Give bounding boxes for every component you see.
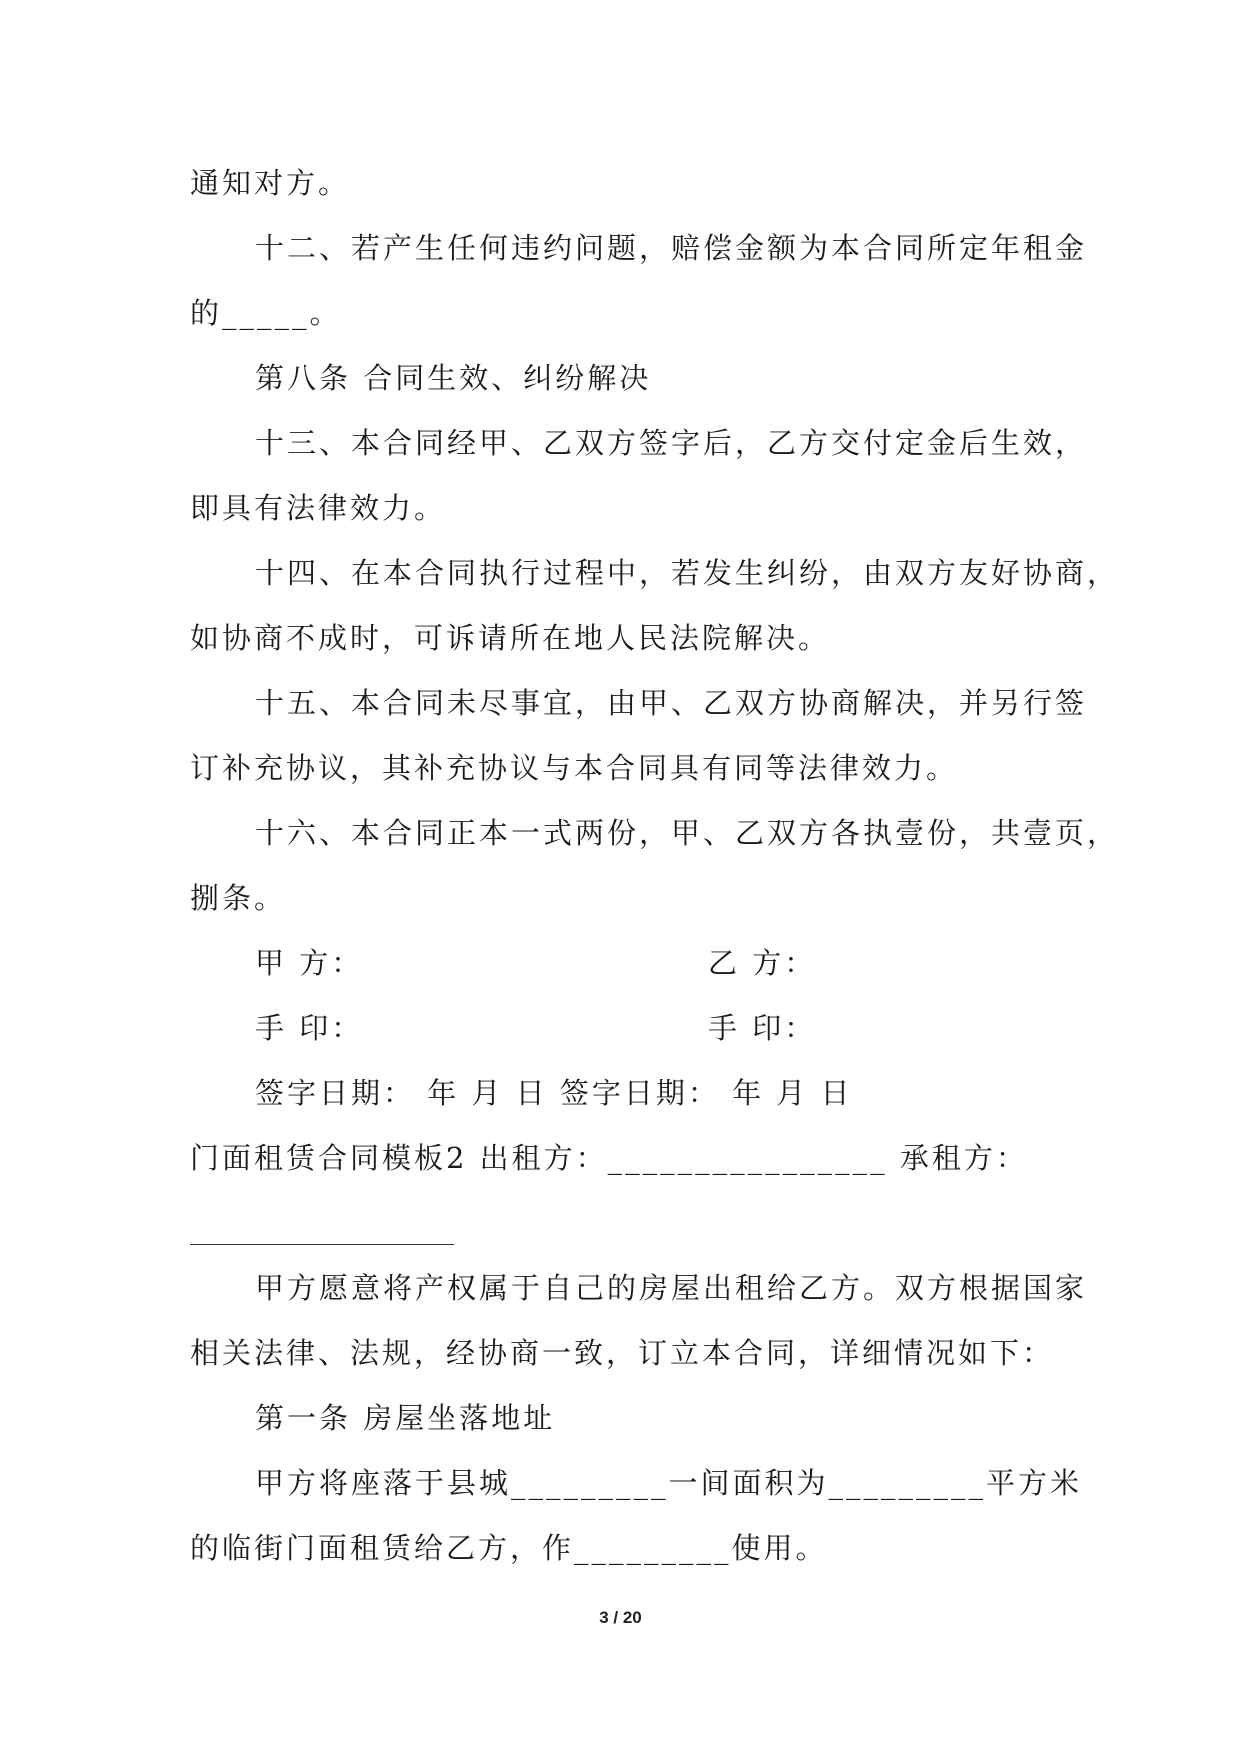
paragraph-line: 十四、在本合同执行过程中，若发生纠纷，由双方友好协商，	[255, 556, 1120, 590]
paragraph-line: 的_____。	[190, 296, 342, 330]
paragraph-line: 捌条。	[190, 881, 287, 915]
paragraph-line: 的临街门面租赁给乙方，作_________使用。	[190, 1531, 828, 1565]
section-heading: 第一条 房屋坐落地址	[255, 1401, 556, 1435]
handprint-row	[0, 1008, 1241, 1048]
party-b-label: 乙 方：	[708, 946, 817, 980]
paragraph-line: 即具有法律效力。	[190, 491, 447, 525]
paragraph-line: 通知对方。	[190, 166, 351, 200]
party-row	[0, 943, 1241, 983]
paragraph-line: 相关法律、法规，经协商一致，订立本合同，详细情况如下：	[190, 1336, 1055, 1370]
party-a-label: 甲 方：	[255, 946, 364, 980]
paragraph-line: 十六、本合同正本一式两份，甲、乙双方各执壹份，共壹页，	[255, 816, 1120, 850]
template-heading-line: 门面租赁合同模板2 出租方：________________ 承租方：	[190, 1141, 1028, 1175]
paragraph-line: 十五、本合同未尽事宜，由甲、乙双方协商解决，并另行签	[255, 686, 1088, 720]
paragraph-line: 十二、若产生任何违约问题，赔偿金额为本合同所定年租金	[255, 231, 1088, 265]
paragraph-line: 如协商不成时，可诉请所在地人民法院解决。	[190, 621, 831, 655]
paragraph-line: 订补充协议，其补充协议与本合同具有同等法律效力。	[190, 751, 959, 785]
handprint-a-label: 手 印：	[255, 1011, 364, 1045]
paragraph-line: 甲方愿意将产权属于自己的房屋出租给乙方。双方根据国家	[255, 1271, 1088, 1305]
sign-date-line: 签字日期： 年 月 日 签字日期： 年 月 日	[255, 1076, 853, 1110]
blank-underline	[190, 1244, 454, 1245]
paragraph-line: 十三、本合同经甲、乙双方签字后，乙方交付定金后生效，	[255, 426, 1088, 460]
paragraph-line: 甲方将座落于县城_________一间面积为_________平方米	[255, 1466, 1083, 1500]
section-heading: 第八条 合同生效、纠纷解决	[255, 361, 652, 395]
page-number: 3 / 20	[599, 1608, 642, 1627]
handprint-b-label: 手 印：	[708, 1011, 817, 1045]
